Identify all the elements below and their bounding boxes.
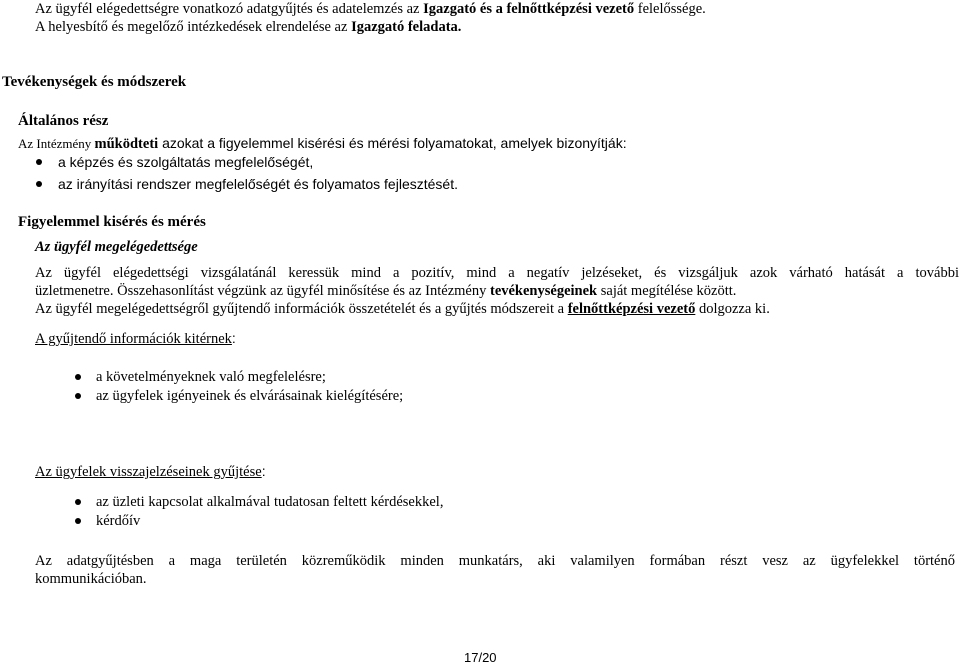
text: Az ügyfél megelégedettségről gyűjtendő információk összetételét és a gyűjtés módszereit a <box>35 301 568 317</box>
underlined-text: Az ügyfelek visszajelzéseinek gyűjtése <box>35 464 262 480</box>
text: dolgozza ki. <box>695 301 770 317</box>
bold-text: működteti <box>94 136 159 152</box>
text: felelőssége. <box>634 1 706 17</box>
closing-line-1: Az adatgyűjtésben a maga területén közreműködik minden munkatárs, aki valamilyen formában részt vesz az ügyfelekkel történő <box>35 553 955 569</box>
feedback-item-1: az üzleti kapcsolat alkalmával tudatosan feltett kérdésekkel, <box>96 494 444 510</box>
bold-text: Igazgató és a felnőttképzési vezető <box>423 1 635 17</box>
bullet-icon <box>75 499 81 505</box>
bold-text: Igazgató feladata. <box>351 19 462 35</box>
bullet-icon <box>36 181 42 187</box>
monitoring-heading: Figyelemmel kisérés és mérés <box>18 214 206 230</box>
text: : <box>231 330 236 346</box>
satisfaction-subheading: Az ügyfél megelégedettsége <box>35 239 198 255</box>
page-number: 17/20 <box>464 650 497 665</box>
method-paragraph <box>35 300 770 318</box>
section-title: Tevékenységek és módszerek <box>2 74 187 90</box>
general-item-1: a képzés és szolgáltatás megfelelőségét, <box>58 154 314 170</box>
satisfaction-paragraph-line-1: Az ügyfél elégedettségi vizsgálatánál keressük mind a pozitív, mind a negatív jelzéseket, és vizsgáljuk azok várható hatását a további <box>35 265 959 281</box>
info-item-2: az ügyfelek igényeinek és elvárásainak kielégítésére; <box>96 388 404 404</box>
satisfaction-paragraph-line-2 <box>35 282 736 300</box>
bold-underlined-text: felnőttképzési vezető <box>567 301 696 317</box>
text: azokat a figyelemmel kisérési és mérési folyamatokat, amelyek bizonyítják: <box>158 135 627 151</box>
text: üzletmenetre. Összehasonlítást végzünk az ügyfél minősítése és az Intézmény <box>35 283 490 299</box>
feedback-label <box>35 462 266 481</box>
info-item-1: a követelményeknek való megfelelésre; <box>96 369 326 385</box>
general-item-2: az irányítási rendszer megfelelőségét és folyamatos fejlesztését. <box>58 176 458 192</box>
bullet-icon <box>75 374 81 380</box>
bullet-icon <box>75 393 81 399</box>
corrective-action-line <box>35 18 461 36</box>
responsibility-line <box>35 0 706 18</box>
bullet-icon <box>36 159 42 165</box>
general-intro <box>18 134 627 153</box>
closing-line-2: kommunikációban. <box>35 571 147 587</box>
feedback-item-2: kérdőív <box>96 513 141 529</box>
text: saját megítélése között. <box>597 283 737 299</box>
text: A helyesbítő és megelőző intézkedések elrendelése az <box>35 19 352 35</box>
general-heading: Általános rész <box>18 113 109 129</box>
bold-text: tevékenységeinek <box>489 283 598 299</box>
underlined-text: A gyűjtendő információk kitérnek <box>35 331 232 347</box>
text: Az Intézmény <box>18 136 95 151</box>
text: Az ügyfél elégedettségre vonatkozó adatgyűjtés és adatelemzés az <box>35 1 424 17</box>
text: : <box>261 463 266 479</box>
bullet-icon <box>75 518 81 524</box>
info-label <box>35 329 236 348</box>
